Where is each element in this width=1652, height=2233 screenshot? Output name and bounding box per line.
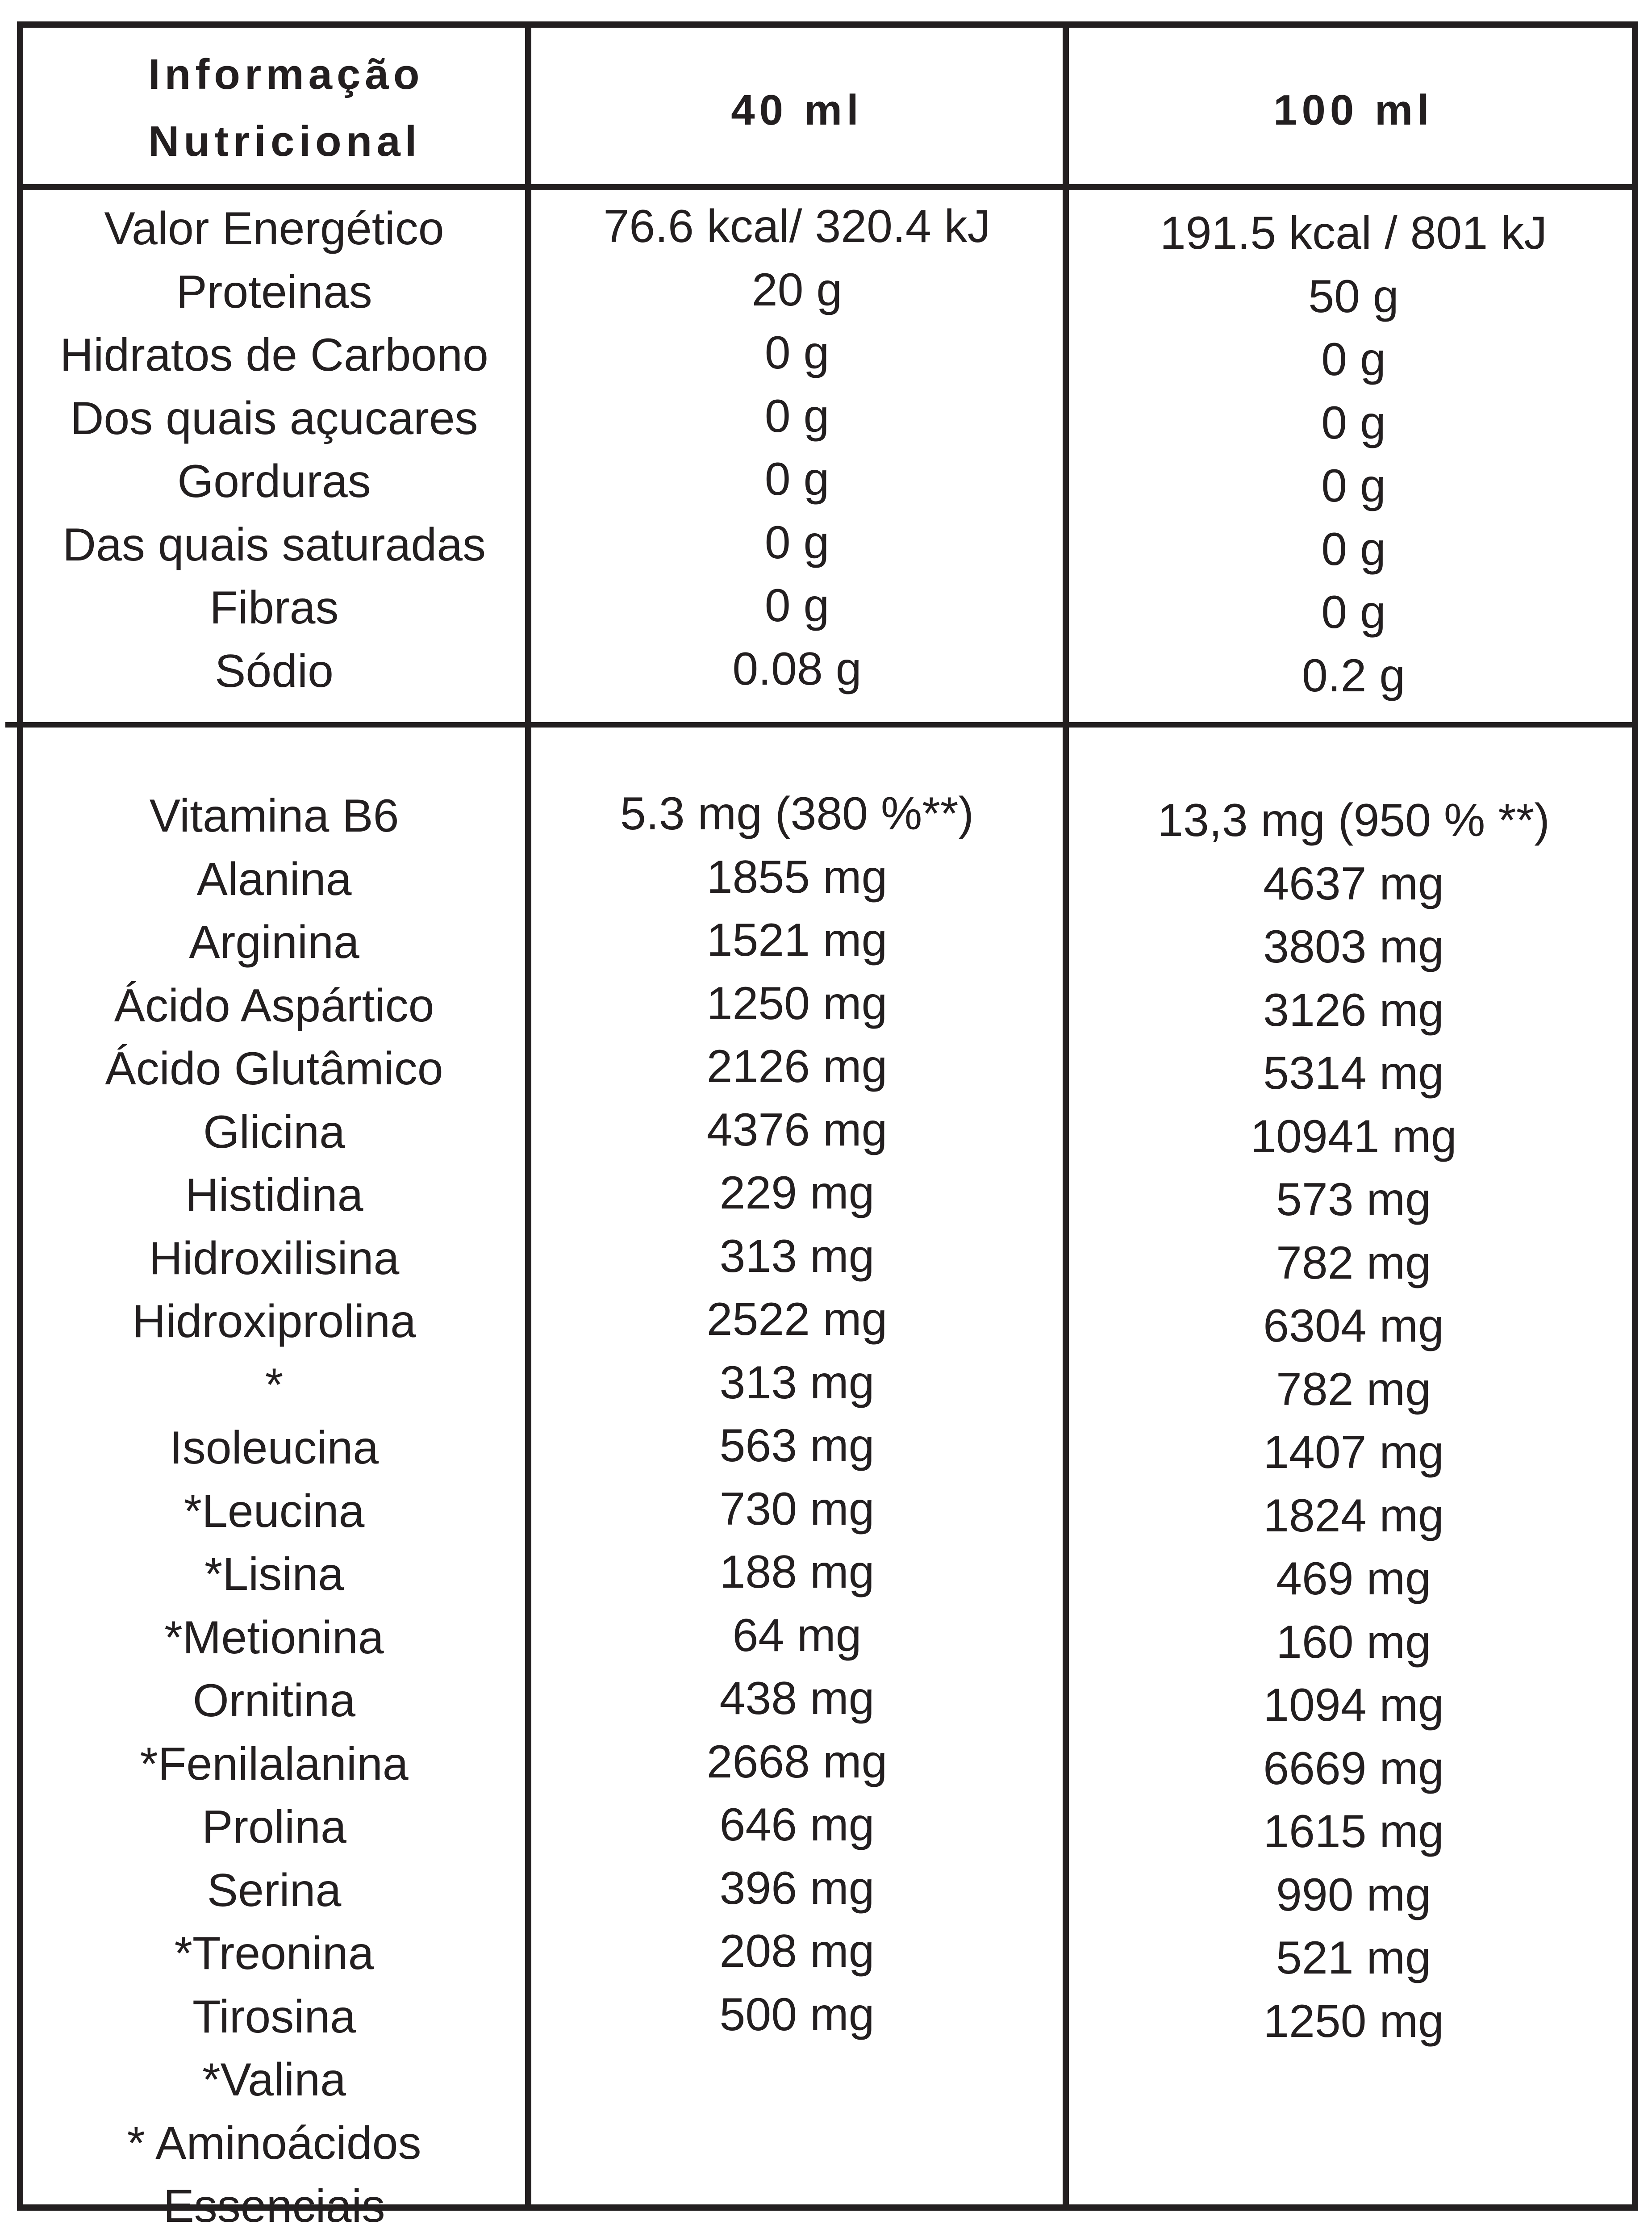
amino-value-100ml: 782 mg [1276,1237,1431,1289]
amino-value-40ml: 500 mg [719,1988,875,2041]
amino-value-40ml: 563 mg [719,1420,875,1472]
amino-value-40ml: 1521 mg [706,914,888,966]
amino-value-100ml: 3126 mg [1263,984,1444,1036]
amino-value-100ml: 5314 mg [1263,1047,1444,1099]
amino-name: Essenciais [163,2180,385,2232]
amino-name: Prolina [202,1801,346,1853]
amino-name: Ornitina [192,1675,356,1727]
nutrition-table [17,21,1638,2232]
nutrient-value-100ml: 50 g [1308,270,1399,322]
amino-name: *Treonina [174,1928,374,1979]
amino-value-100ml: 1094 mg [1263,1679,1444,1731]
amino-value-40ml: 2126 mg [706,1041,888,1092]
amino-name: Arginina [189,916,359,968]
amino-value-40ml: 1855 mg [706,851,888,903]
header-divider [23,184,1632,190]
nutrient-value-40ml: 0 g [764,390,830,442]
amino-name: *Valina [202,2054,346,2106]
amino-value-100ml: 6304 mg [1263,1300,1444,1352]
amino-value-100ml: 1407 mg [1263,1426,1444,1478]
amino-40ml-column [531,782,1063,2046]
header-title-line1: Informação [148,50,424,98]
header-100ml: 100 ml [1273,86,1434,134]
amino-value-100ml: 521 mg [1276,1932,1431,1984]
amino-value-40ml: 438 mg [719,1673,875,1724]
nutrient-name: Proteinas [176,266,372,318]
nutrient-names-column [23,197,525,703]
amino-name: *Leucina [184,1485,365,1537]
nutrient-value-100ml: 0 g [1321,397,1386,449]
amino-value-100ml: 573 mg [1276,1174,1431,1225]
nutrient-value-100ml: 0.2 g [1302,649,1406,702]
nutrient-value-40ml: 0 g [764,516,830,569]
amino-name: Serina [207,1864,342,1916]
amino-name: Alanina [196,853,352,905]
amino-name: Hidroxilisina [149,1232,400,1284]
amino-names-column [23,785,525,2233]
nutrient-value-100ml: 0 g [1321,586,1386,638]
amino-value-100ml: 1250 mg [1263,1995,1444,2047]
amino-value-100ml: 782 mg [1276,1363,1431,1415]
nutrient-name: Sódio [215,645,334,697]
nutrient-name: Fibras [209,582,339,634]
amino-name: Vitamina B6 [149,790,399,842]
nutrient-value-100ml: 0 g [1321,334,1386,385]
amino-value-100ml: 4637 mg [1263,857,1444,910]
amino-name: * [265,1359,284,1411]
amino-value-100ml: 10941 mg [1250,1110,1457,1162]
nutrient-name: Gorduras [177,456,371,507]
nutrient-name: Dos quais açucares [70,392,478,444]
nutrient-value-100ml: 0 g [1321,523,1386,575]
column-divider [525,28,531,2204]
amino-value-40ml: 396 mg [719,1862,875,1914]
nutrient-value-40ml: 0.08 g [732,643,862,695]
amino-value-40ml: 730 mg [719,1483,875,1535]
amino-value-100ml: 13,3 mg (950 % **) [1157,795,1550,846]
amino-value-100ml: 3803 mg [1263,921,1444,973]
amino-name: Ácido Aspártico [114,979,434,1032]
nutrient-value-40ml: 0 g [764,327,830,379]
amino-name: Tirosina [192,1990,356,2043]
nutrient-100ml-column [1069,202,1638,707]
amino-value-40ml: 64 mg [732,1609,862,1661]
amino-value-40ml: 1250 mg [706,977,888,1029]
nutrient-value-40ml: 0 g [764,453,830,505]
amino-100ml-column [1069,789,1638,2053]
nutrient-40ml-column [531,195,1063,701]
amino-value-100ml: 160 mg [1276,1616,1431,1668]
amino-name: Isoleucina [169,1422,379,1474]
amino-value-100ml: 1615 mg [1263,1806,1444,1857]
amino-value-40ml: 208 mg [719,1925,875,1977]
header-40ml: 40 ml [731,86,863,134]
amino-value-100ml: 990 mg [1276,1869,1431,1921]
amino-name: Glicina [203,1106,345,1158]
amino-name: * Aminoácidos [127,2117,421,2169]
nutrient-value-40ml: 20 g [751,263,843,316]
header-title-line2: Nutricional [148,117,421,165]
amino-value-40ml: 229 mg [719,1167,875,1219]
amino-value-40ml: 2668 mg [706,1735,888,1788]
section-divider [5,722,1632,728]
amino-value-40ml: 188 mg [719,1546,875,1598]
amino-value-100ml: 6669 mg [1263,1742,1444,1794]
amino-value-100ml: 1824 mg [1263,1489,1444,1542]
column-divider [1063,28,1069,2204]
nutrient-name: Das quais saturadas [62,519,486,571]
header-label-cell [148,41,424,175]
amino-name: Histidina [185,1169,363,1221]
amino-name: Hidroxiprolina [132,1296,416,1347]
nutrient-value-100ml: 191.5 kcal / 801 kJ [1160,207,1548,259]
nutrient-value-40ml: 0 g [764,580,830,631]
amino-value-40ml: 2522 mg [706,1293,888,1345]
amino-value-100ml: 469 mg [1276,1553,1431,1605]
amino-value-40ml: 5.3 mg (380 %**) [620,788,974,840]
amino-value-40ml: 646 mg [719,1799,875,1851]
amino-name: *Metionina [164,1611,384,1664]
nutrient-name: Hidratos de Carbono [60,329,488,381]
nutrient-value-40ml: 76.6 kcal/ 320.4 kJ [603,201,991,252]
nutrient-value-100ml: 0 g [1321,460,1386,512]
amino-name: *Lisina [204,1548,344,1600]
amino-name: *Fenilalanina [140,1738,409,1790]
amino-name: Ácido Glutâmico [105,1043,443,1095]
amino-value-40ml: 313 mg [719,1230,875,1282]
amino-value-40ml: 313 mg [719,1356,875,1409]
amino-value-40ml: 4376 mg [706,1104,888,1156]
nutrient-name: Valor Energético [104,203,444,255]
